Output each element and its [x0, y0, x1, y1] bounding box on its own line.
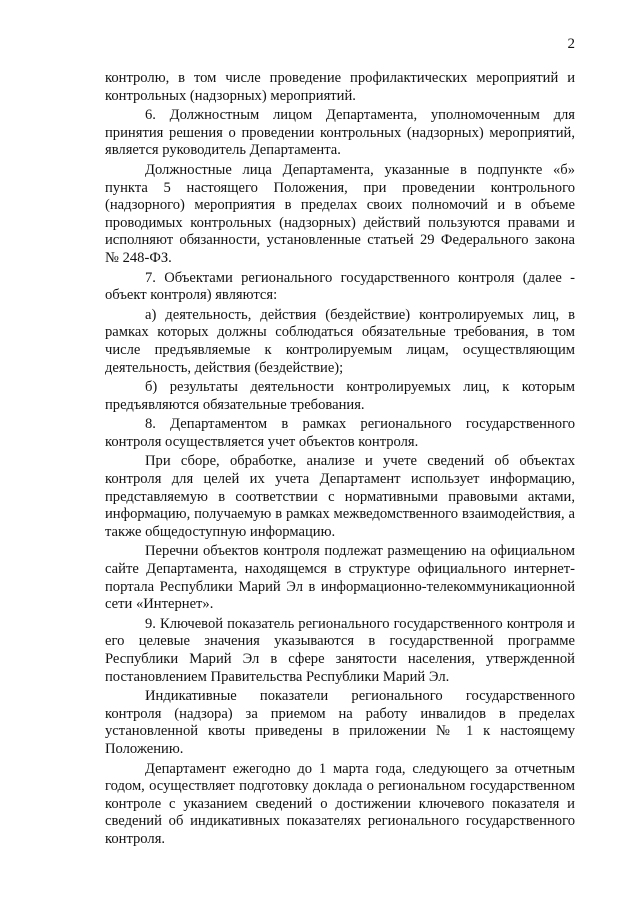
paragraph-data-collection: При сборе, обработке, анализе и учете сведений об объектах контроля для целей их учета Департамент использует информацию, представляемую в соответствии с нормативными правовыми актами, информацию, получаемую в рамках межведомственного взаимодействия, а также общедоступную информацию.: [105, 453, 575, 540]
paragraph-indicative-indicators: Индикативные показатели регионального государственного контроля (надзора) за приемом на работу инвалидов в пределах установленной квоты приведены в приложении № 1 к настоящему Положению.: [105, 688, 575, 757]
paragraph-subitem-b: б) результаты деятельности контролируемых лиц, к которым предъявляются обязательные требования.: [105, 379, 575, 413]
paragraph-item-9: 9. Ключевой показатель регионального государственного контроля и его целевые значения указываются в государственной программе Республики Марий Эл в сфере занятости населения, утвержденной постановлением Правительства Республики Марий Эл.: [105, 615, 575, 685]
paragraph-item-7: 7. Объектами регионального государственного контроля (далее - объект контроля) являются:: [105, 269, 575, 304]
paragraph-officials-rights: Должностные лица Департамента, указанные в подпункте «б» пункта 5 настоящего Положения, при проведении контрольного (надзорного) мероприятия в пределах своих полномочий и в объеме проводимых контрольных (надзорных) действий пользуются правами и исполняют обязанности, установленные статьей 29 Федерального закона № 248-ФЗ.: [105, 161, 575, 266]
paragraph-item-6: 6. Должностным лицом Департамента, уполномоченным для принятия решения о проведении контрольных (надзорных) мероприятий, является руководитель Департамента.: [105, 107, 575, 159]
document-body: [105, 70, 575, 851]
paragraph-item-8: 8. Департаментом в рамках регионального государственного контроля осуществляется учет объектов контроля.: [105, 416, 575, 450]
paragraph-continuation: контролю, в том числе проведение профилактических мероприятий и контрольных (надзорных) мероприятий.: [105, 70, 575, 104]
paragraph-annual-report: Департамент ежегодно до 1 марта года, следующего за отчетным годом, осуществляет подготовку доклада о региональном государственном контроле с указанием сведений о достижении ключевого показателя и сведений об индикативных показателях регионального государственного контроля.: [105, 760, 575, 847]
paragraph-subitem-a: а) деятельность, действия (бездействие) контролируемых лиц, в рамках которых должны соблюдаться обязательные требования, в том числе предъявляемые к контролируемым лицам, осуществляющим деятельность, действия (бездействие);: [105, 306, 575, 376]
page-number: 2: [567, 36, 575, 52]
paragraph-lists-publication: Перечни объектов контроля подлежат размещению на официальном сайте Департамента, находящемся в структуре официального интернет-портала Республики Марий Эл в информационно-телекоммуникационной сети «Интернет».: [105, 543, 575, 613]
